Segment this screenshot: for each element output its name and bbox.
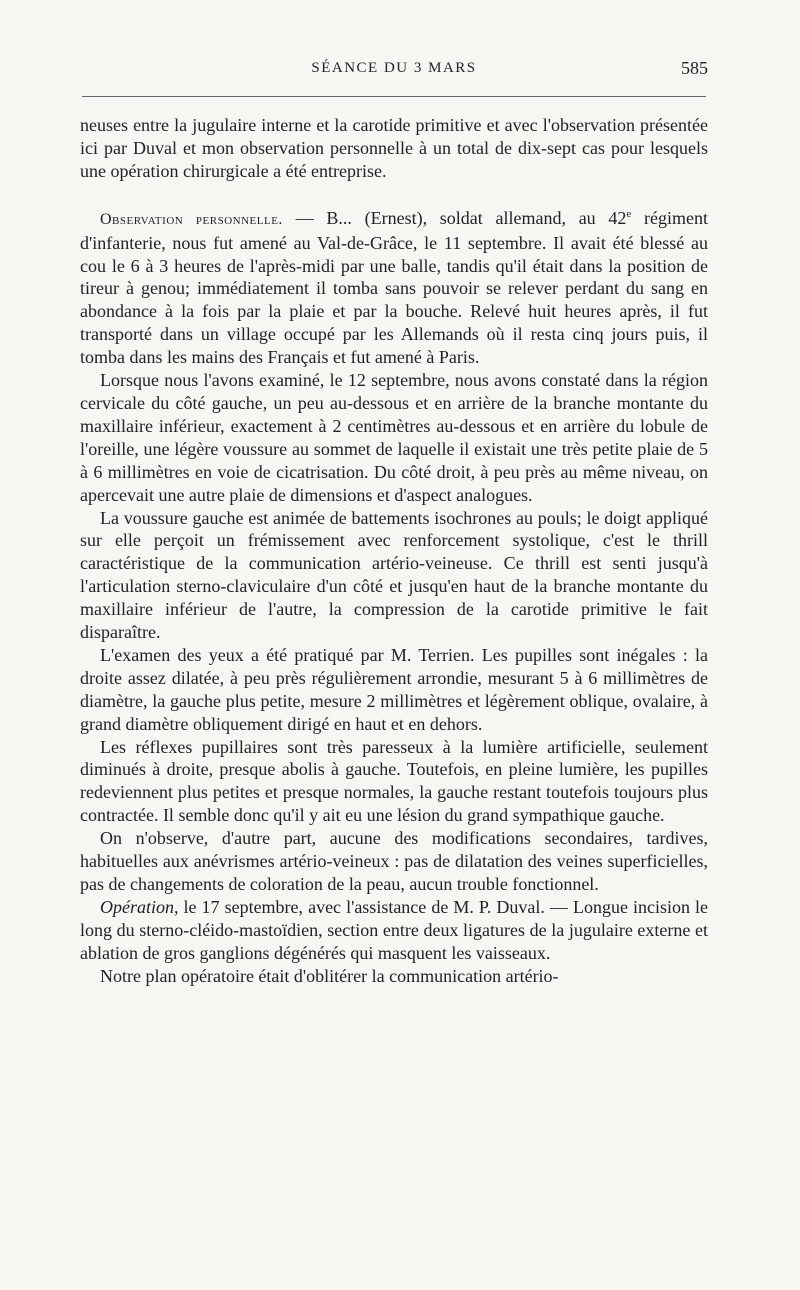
paragraph-observation	[80, 207, 708, 369]
page-header	[80, 58, 708, 84]
ordinal-superscript: e	[626, 207, 632, 220]
paragraph-continuation: neuses entre la jugulaire interne et la carotide primitive et avec l'observation présentée ici par Duval et mon observation personnelle à un total de dix-sept cas pour lesquels une opération chirurgicale a été entreprise.	[80, 115, 708, 181]
header-rule	[82, 96, 706, 97]
paragraph-thrill: La voussure gauche est animée de battements isochrones au pouls; le doigt appliqué sur elle perçoit un frémissement avec renforcement systolique, c'est le thrill caractéristique de la communication artério-veineuse. Ce thrill est senti jusqu'à l'articulation sterno-claviculaire d'un côté et jusqu'en haut de la branche montante du maxillaire inférieur de l'autre, la compression de la carotide primitive le fait disparaître.	[80, 507, 708, 643]
operation-text: le 17 septembre, avec l'assistance de M. P. Duval. — Longue incision le long du sterno-cléido-mastoïdien, section entre deux ligatures de la jugulaire externe et ablation de gros ganglions dégénérés qui masquent les vaisseaux.	[80, 896, 708, 963]
paragraph-secondary: On n'observe, d'autre part, aucune des modifications secondaires, tardives, habituelles aux anévrismes artério-veineux : pas de dilatation des veines superficielles, pas de changements de coloration de la peau, aucun trouble fonctionnel.	[80, 828, 708, 894]
observation-text-b: régiment d'infanterie, nous fut amené au Val-de-Grâce, le 11 septembre. Il avait été blessé au cou le 6 à 3 heures de l'après-midi par une balle, tandis qu'il était dans la position de tireur à genou; immédiatement il tomba sans pouvoir se relever perdant du sang en abondance à la fois par la plaie et par la bouche. Relevé huit heures après, il fut transporté dans un village occupé par les Allemands où il resta cinq jours puis, il tomba dans les mains des Français et fut amené à Paris.	[80, 207, 708, 368]
observation-text-a: — B... (Ernest), soldat allemand, au 42	[282, 207, 627, 228]
running-title: SÉANCE DU 3 MARS	[311, 60, 477, 76]
paragraph-reflexes: Les réflexes pupillaires sont très paresseux à la lumière artificielle, seulement diminués à droite, presque abolis à gauche. Toutefois, en pleine lumière, les pupilles redeviennent plus petites et presque normales, la gauche restant toutefois toujours plus contractée. Il semble donc qu'il y ait eu une lésion du grand sympathique gauche.	[80, 736, 708, 826]
paragraph-operation	[80, 896, 708, 965]
body-text	[80, 114, 708, 988]
paragraph-examination: Lorsque nous l'avons examiné, le 12 septembre, nous avons constaté dans la région cervicale du côté gauche, un peu au-dessous et en arrière de la branche montante du maxillaire inférieur, exactement à 2 centimètres au-dessous et en arrière du lobule de l'oreille, une légère voussure au sommet de laquelle il existait une très petite plaie de 5 à 6 millimètres en voie de cicatrisation. Du côté droit, à peu près au même niveau, on apercevait une autre plaie de dimensions et d'aspect analogues.	[80, 370, 708, 505]
page-number: 585	[681, 58, 708, 78]
observation-heading: Observation personnelle.	[100, 210, 283, 228]
operation-lead: Opération,	[100, 896, 179, 917]
paragraph-plan: Notre plan opératoire était d'oblitérer la communication artério-	[100, 965, 559, 986]
paragraph-eyes: L'examen des yeux a été pratiqué par M. Terrien. Les pupilles sont inégales : la droite assez dilatée, à peu près régulièrement arrondie, mesurant 5 à 6 millimètres de diamètre, la gauche plus petite, mesure 2 millimètres et légèrement oblique, ovalaire, à grand diamètre obliquement dirigé en haut et en dehors.	[80, 644, 708, 734]
